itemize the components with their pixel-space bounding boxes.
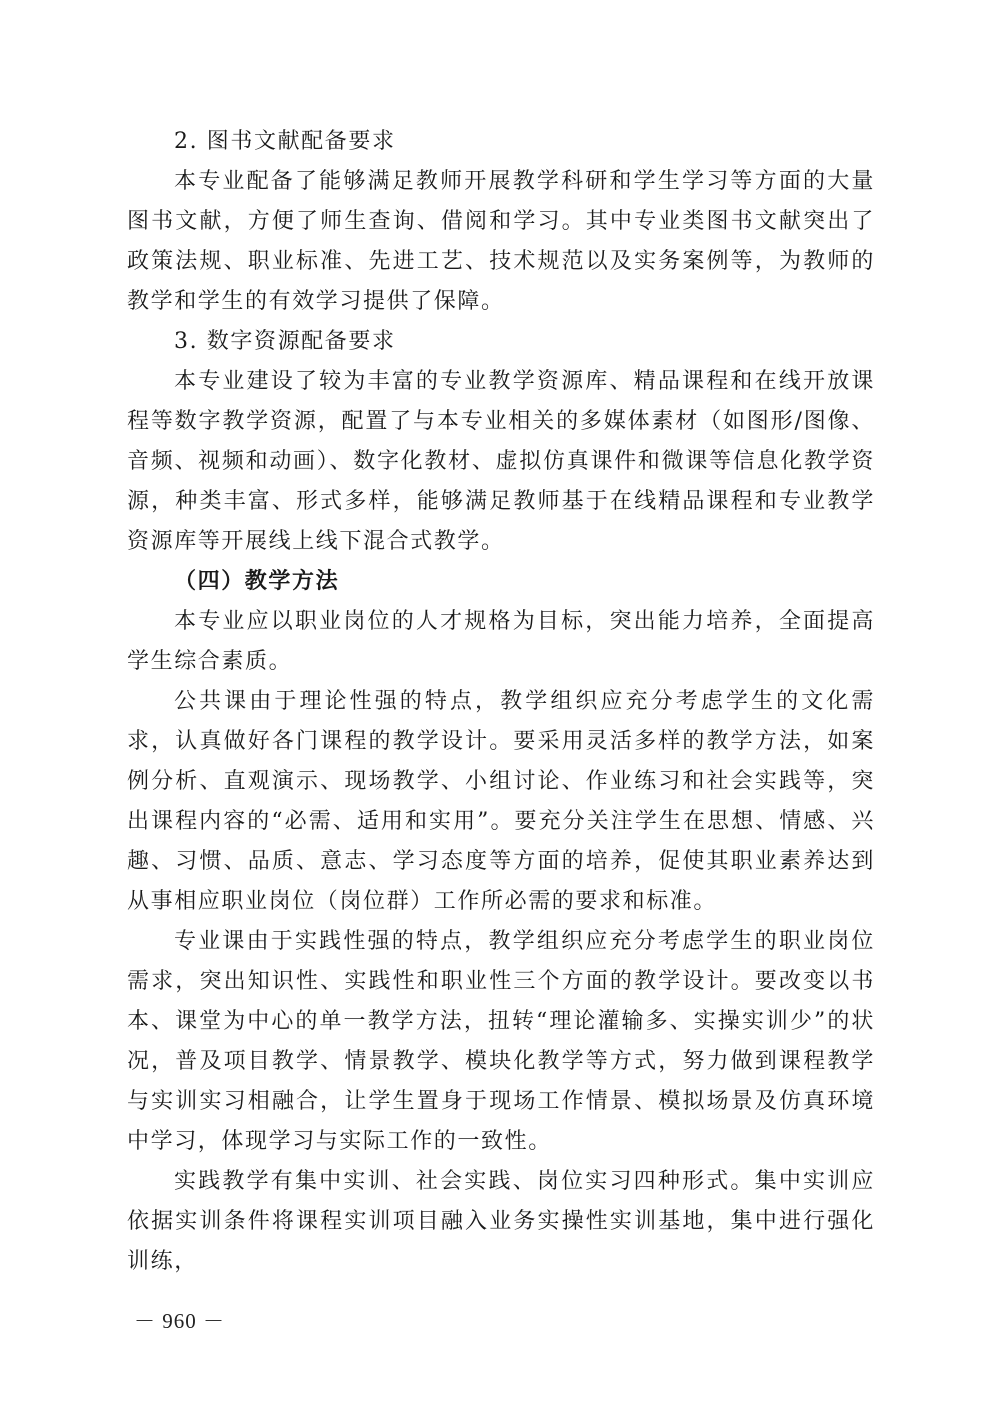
- paragraph-book-resources: 本专业配备了能够满足教师开展教学科研和学生学习等方面的大量图书文献，方便了师生查询、借阅和学习。其中专业类图书文献突出了政策法规、职业标准、先进工艺、技术规范以及实务案例等，为教师的教学和学生的有效学习提供了保障。: [127, 169, 875, 314]
- paragraph-practical-teaching: 实践教学有集中实训、社会实践、岗位实习四种形式。集中实训应依据实训条件将课程实训项目融入业务实操性实训基地，集中进行强化训练，: [127, 1169, 875, 1274]
- paragraph-teaching-goal: 本专业应以职业岗位的人才规格为目标，突出能力培养，全面提高学生综合素质。: [127, 609, 875, 674]
- section-heading-digital-resources: 3. 数字资源配备要求: [174, 329, 396, 354]
- paragraph-digital-resources: 本专业建设了较为丰富的专业教学资源库、精品课程和在线开放课程等数字教学资源，配置了与本专业相关的多媒体素材（如图形/图像、音频、视频和动画）、数字化教材、虚拟仿真课件和微课等信息化教学资源，种类丰富、形式多样，能够满足教师基于在线精品课程和专业教学资源库等开展线上线下混合式教学。: [127, 369, 875, 554]
- page-body: [127, 122, 875, 1282]
- paragraph-public-courses: 公共课由于理论性强的特点，教学组织应充分考虑学生的文化需求，认真做好各门课程的教学设计。要采用灵活多样的教学方法，如案例分析、直观演示、现场教学、小组讨论、作业练习和社会实践等，突出课程内容的“必需、适用和实用”。要充分关注学生在思想、情感、兴趣、习惯、品质、意志、学习态度等方面的培养，促使其职业素养达到从事相应职业岗位（岗位群）工作所必需的要求和标准。: [127, 689, 875, 914]
- section-heading-book-resources: 2. 图书文献配备要求: [174, 129, 396, 154]
- paragraph-professional-courses: 专业课由于实践性强的特点，教学组织应充分考虑学生的职业岗位需求，突出知识性、实践性和职业性三个方面的教学设计。要改变以书本、课堂为中心的单一教学方法，扭转“理论灌输多、实操实训少”的状况，普及项目教学、情景教学、模块化教学等方式，努力做到课程教学与实训实习相融合，让学生置身于现场工作情景、模拟场景及仿真环境中学习，体现学习与实际工作的一致性。: [127, 929, 875, 1154]
- page-number: － 960 －: [134, 1309, 225, 1333]
- section-heading-teaching-methods: （四）教学方法: [174, 569, 340, 594]
